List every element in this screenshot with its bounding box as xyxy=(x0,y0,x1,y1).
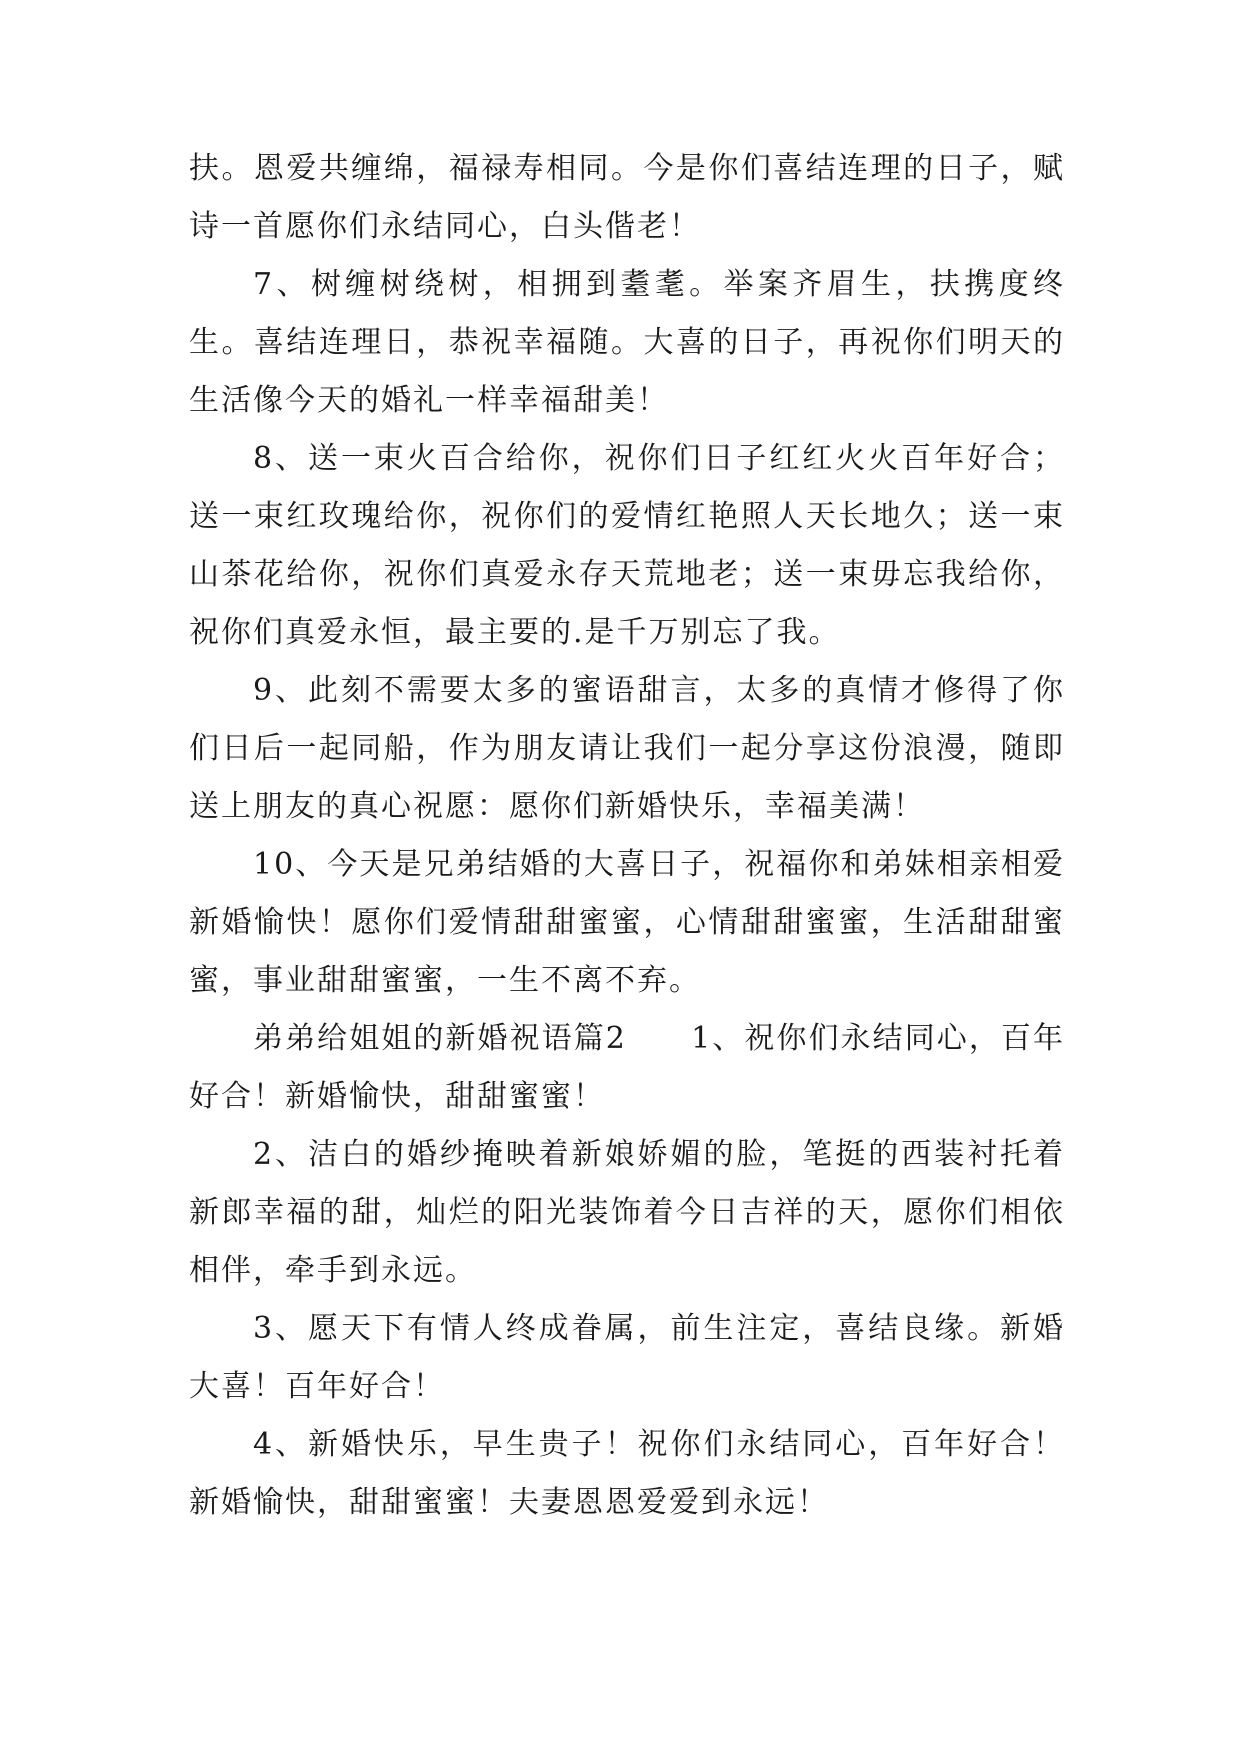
paragraph-item-2: 2、洁白的婚纱掩映着新娘娇媚的脸，笔挺的西装衬托着新郎幸福的甜，灿烂的阳光装饰着今日吉祥的天，愿你们相依相伴，牵手到永远。 xyxy=(189,1137,1065,1288)
paragraph-item-7: 7、树缠树绕树，相拥到耋耄。举案齐眉生，扶携度终生。喜结连理日，恭祝幸福随。大喜的日子，再祝你们明天的生活像今天的婚礼一样幸福甜美！ xyxy=(189,267,1065,418)
paragraph-item-3: 3、愿天下有情人终成眷属，前生注定，喜结良缘。新婚大喜！百年好合！ xyxy=(189,1311,1065,1404)
paragraph-item-8: 8、送一束火百合给你，祝你们日子红红火火百年好合；送一束红玫瑰给你，祝你们的爱情红艳照人天长地久；送一束山茶花给你，祝你们真爱永存天荒地老；送一束毋忘我给你，祝你们真爱永恒，最主要的.是千万别忘了我。 xyxy=(189,441,1065,650)
document-body xyxy=(189,140,1065,1532)
paragraph-continuation: 扶。恩爱共缠绵，福禄寿相同。今是你们喜结连理的日子，赋诗一首愿你们永结同心，白头偕老！ xyxy=(189,151,1065,244)
paragraph-item-4: 4、新婚快乐，早生贵子！祝你们永结同心，百年好合！新婚愉快，甜甜蜜蜜！夫妻恩恩爱爱到永远！ xyxy=(189,1427,1065,1520)
paragraph-item-9: 9、此刻不需要太多的蜜语甜言，太多的真情才修得了你们日后一起同船，作为朋友请让我们一起分享这份浪漫，随即送上朋友的真心祝愿：愿你们新婚快乐，幸福美满！ xyxy=(189,673,1065,824)
section-heading-paragraph: 弟弟给姐姐的新婚祝语篇2 1、祝你们永结同心，百年好合！新婚愉快，甜甜蜜蜜！ xyxy=(189,1021,1065,1114)
paragraph-item-10: 10、今天是兄弟结婚的大喜日子，祝福你和弟妹相亲相爱新婚愉快！愿你们爱情甜甜蜜蜜，心情甜甜蜜蜜，生活甜甜蜜蜜，事业甜甜蜜蜜，一生不离不弃。 xyxy=(189,847,1065,998)
